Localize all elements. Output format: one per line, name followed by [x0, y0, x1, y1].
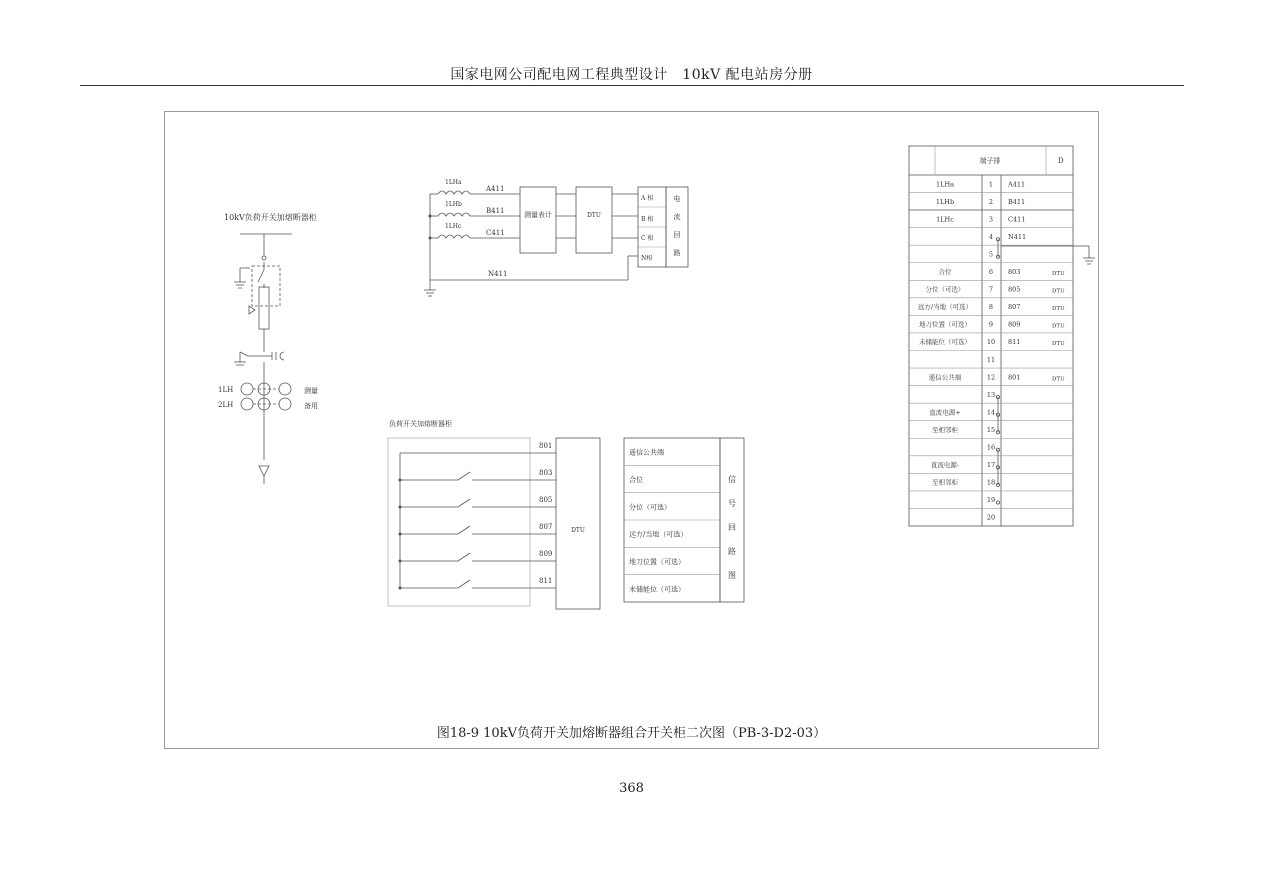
meter-label: 测量表计 [524, 211, 552, 219]
terminal-dest: DTU [1052, 341, 1065, 348]
terminal-wire: 805 [1008, 285, 1021, 294]
terminal-dest: DTU [1052, 323, 1065, 330]
terminal-number: 2 [988, 197, 994, 206]
signal-wire-label: 809 [539, 550, 553, 558]
single-line-title: 10kV负荷开关加熔断器柜 [224, 213, 317, 222]
terminal-number: 4 [988, 232, 994, 241]
signal-side-char: 图 [728, 571, 736, 580]
terminal-row-label: 合位 [938, 268, 952, 277]
dtu-box-current [576, 187, 612, 253]
cabinet-outline [388, 438, 530, 606]
terminal-dest: DTU [1052, 288, 1065, 295]
signal-row-label: 未储能位（可选） [629, 585, 685, 594]
signal-row-label: 地刀位置（可选） [629, 558, 685, 566]
side-char-3: 回 [673, 231, 681, 239]
terminal-row-label: 1LHc [936, 215, 954, 224]
terminal-row-label: 未储能位（可选） [919, 338, 971, 347]
terminal-row-label: 至相邻柜 [932, 478, 958, 487]
terminal-number: 16 [986, 443, 996, 452]
terminal-wire: 809 [1008, 320, 1021, 329]
terminal-number: 18 [986, 478, 996, 487]
signal-side-char: 信 [728, 475, 736, 484]
signal-side-label [728, 474, 736, 580]
dtu-label-current: DTU [587, 212, 601, 219]
terminal-number: 15 [986, 425, 996, 434]
signal-contact [458, 526, 470, 534]
terminal-row-label: 分位（可选） [925, 285, 965, 294]
terminal-link-node [996, 501, 999, 504]
switch-enclosure-dashed [252, 266, 280, 306]
current-circuit [424, 179, 688, 296]
ct-label-c: 1LHc [445, 223, 462, 230]
signal-contact [458, 580, 470, 588]
wire-label-n411: N411 [488, 270, 508, 278]
signal-cabinet-title: 负荷开关加熔断器柜 [389, 420, 452, 428]
terminal-number: 1 [988, 180, 994, 189]
earth-switch-2 [240, 352, 248, 356]
single-line-diagram [218, 212, 318, 484]
live-indicator [280, 352, 284, 360]
terminal-number: 5 [988, 250, 994, 259]
terminal-wire: 801 [1008, 373, 1021, 382]
terminal-row-label: 1LHb [935, 197, 955, 206]
cable-termination [259, 466, 269, 476]
wire-label-a411: A411 [486, 185, 505, 193]
load-switch-blade [258, 270, 264, 282]
ct2-label: 2LH [218, 401, 234, 409]
terminal-number: 20 [986, 513, 996, 522]
terminal-number: 7 [988, 285, 994, 294]
terminal-wire: 807 [1008, 303, 1021, 312]
signal-contact [458, 472, 470, 480]
page-number: 368 [619, 781, 644, 796]
wire-label-c411: C411 [486, 229, 505, 237]
signal-wire-label: 805 [539, 496, 553, 504]
ct-1lh-a [241, 383, 253, 395]
side-char-4: 路 [673, 249, 681, 257]
terminal-wire: 803 [1008, 268, 1021, 277]
terminal-rows [909, 180, 1073, 521]
terminal-row-label: 直流电源- [930, 461, 960, 470]
terminal-row-label: 地刀位置（可选） [919, 320, 971, 329]
terminal-wire: N411 [1008, 232, 1027, 241]
terminal-wire: A411 [1008, 180, 1026, 189]
side-char-2: 流 [673, 213, 681, 221]
wire-label-b411: B411 [486, 207, 505, 215]
signal-row-label: 远方/当地（可选） [629, 530, 688, 539]
terminal-number: 10 [986, 338, 996, 347]
terminal-dest: DTU [1052, 271, 1065, 278]
terminal-block-code: D [1058, 157, 1064, 165]
terminal-row-label: 远方/当地（可选） [917, 303, 973, 312]
terminal-row-label: 直流电源+ [929, 408, 961, 417]
ct-1lh-c [279, 383, 291, 395]
terminal-block [909, 146, 1095, 526]
terminal-wire: B411 [1008, 197, 1026, 206]
dtu-label-signal: DTU [571, 527, 585, 534]
terminal-number: 6 [988, 268, 994, 277]
ct-2lh-a [241, 398, 253, 410]
terminal-wire: C411 [1008, 215, 1026, 224]
signal-contact [458, 499, 470, 507]
signal-row-label: 遥信公共端 [629, 448, 664, 457]
signal-circuit [388, 419, 744, 609]
phase-c: C 相 [641, 235, 654, 242]
ct-coil-a [438, 191, 470, 194]
phase-a: A 相 [641, 195, 654, 202]
figure-caption: 图18-9 10kV负荷开关加熔断器组合开关柜二次图（PB-3-D2-03） [436, 726, 827, 741]
signal-side-char: 路 [728, 547, 736, 556]
ct-coil-b [438, 213, 470, 216]
terminal-row-label: 遥信公共端 [928, 373, 962, 382]
phase-n: N相 [641, 255, 653, 262]
measure-label: 测量 [304, 387, 318, 395]
terminal-row-label: 1LHa [936, 180, 954, 189]
terminal-number: 17 [986, 461, 996, 470]
meter-box [520, 187, 556, 253]
terminal-block-title: 端子排 [979, 157, 1001, 165]
signal-side-char: 号 [728, 499, 736, 508]
terminal-number: 19 [986, 496, 996, 505]
dtu-box-signal [556, 438, 600, 609]
ct-2lh-c [279, 398, 291, 410]
signal-wire-label: 811 [539, 577, 553, 585]
fuse [259, 287, 269, 329]
ct-label-a: 1LHa [445, 179, 462, 186]
signal-side-char: 回 [728, 523, 736, 532]
terminal-number: 12 [986, 373, 996, 382]
terminal-wire: 811 [1008, 338, 1021, 347]
signal-contact-wires [399, 469, 557, 590]
side-char-1: 电 [673, 195, 681, 203]
signal-row-label: 合位 [629, 476, 643, 484]
terminal-number: 11 [986, 355, 996, 364]
signal-contact [458, 553, 470, 561]
spare-label: 备用 [304, 402, 318, 410]
terminal-number: 3 [988, 215, 994, 224]
striker-indicator [249, 306, 255, 314]
wire-label-801: 801 [539, 442, 553, 450]
bus-node [262, 256, 266, 260]
signal-wire-label: 807 [539, 523, 553, 531]
signal-rows [624, 448, 720, 594]
page-header: 国家电网公司配电网工程典型设计 10kV 配电站房分册 [450, 67, 813, 83]
terminal-number: 14 [986, 408, 996, 417]
terminal-dest: DTU [1052, 306, 1065, 313]
terminal-row-label: 至相邻柜 [932, 425, 958, 434]
signal-row-label: 分位（可选） [629, 503, 671, 512]
signal-wire-label: 803 [539, 469, 553, 477]
phase-b: B 相 [641, 216, 654, 223]
ct-coil-c [438, 235, 470, 238]
ct-label-b: 1LHb [445, 201, 462, 208]
ct1-label: 1LH [218, 386, 234, 394]
terminal-number: 9 [988, 320, 994, 329]
terminal-number: 8 [988, 303, 994, 312]
terminal-dest: DTU [1052, 376, 1065, 383]
terminal-number: 13 [986, 390, 996, 399]
